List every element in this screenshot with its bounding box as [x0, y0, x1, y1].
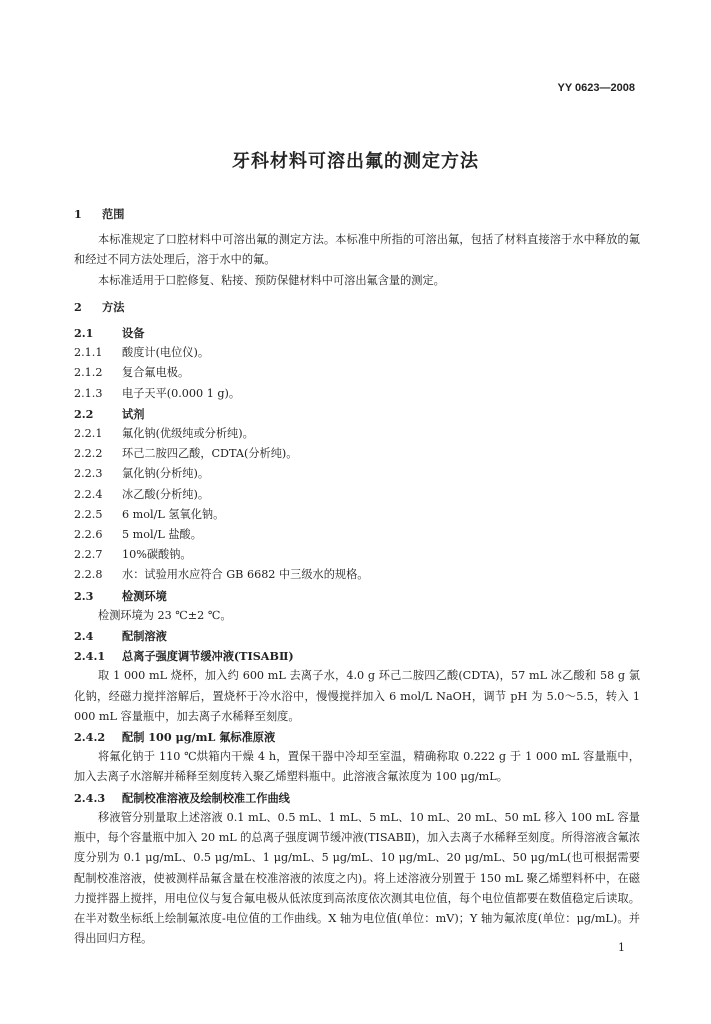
item-number: 2.2.8: [74, 568, 103, 582]
item-text: 氯化钠(分析纯)。: [122, 467, 210, 481]
section-1-heading: [74, 204, 640, 224]
paragraph: 移液管分别量取上述溶液 0.1 mL、0.5 mL、1 mL、5 mL、10 mL、20 mL、50 mL 移入 100 mL 容量瓶中，每个容量瓶中加入 20 mL 的总离子强度调节缓冲液(TISABⅡ)，加入去离子水稀释至刻度。所得溶液含氟浓度分别为 0.1 μg/mL、0.5 μg/mL、1 μg/mL、5 μg/mL、10 μg/mL、20 μg/mL、50 μg/mL(也可根据需要配制校准溶液，使被测样品氟含量在校准溶液的浓度之内)。将上述溶液分别置于 150 mL 聚乙烯塑料杯中，在磁力搅拌器上搅拌，用电位仪与复合氟电极从低浓度到高浓度依次测其电位值，每个电位值都要在数值稳定后读取。在半对数坐标纸上绘制氟浓度-电位值的工作曲线。X 轴为电位值(单位：mV)；Y 轴为氟浓度(单位：μg/mL)。并得出回归方程。: [74, 810, 640, 946]
subsection-2-1-heading: [74, 323, 640, 343]
list-item: [74, 424, 640, 444]
section-number: 2.3: [74, 588, 94, 603]
section-number: 2.4.3: [74, 790, 106, 805]
list-item: [74, 505, 640, 525]
document-title: 牙科材料可溶出氟的测定方法: [232, 151, 479, 172]
item-number: 2.2.1: [74, 427, 103, 441]
section-title: 配制 100 μg/mL 氟标准原液: [122, 730, 276, 745]
section-title: 方法: [102, 299, 125, 314]
section-number: 2: [74, 299, 82, 314]
item-text: 环己二胺四乙酸，CDTA(分析纯)。: [122, 447, 298, 461]
item-number: 2.2.3: [74, 467, 103, 481]
section-number: 2.2: [74, 406, 94, 421]
list-item: [74, 565, 640, 585]
paragraph: 本标准规定了口腔材料中可溶出氟的测定方法。本标准中所指的可溶出氟，包括了材料直接溶于水中释放的氟和经过不同方法处理后，溶于水中的氟。: [74, 233, 640, 267]
subsection-2-2-heading: [74, 404, 640, 424]
list-item: [74, 525, 640, 545]
item-text: 水：试验用水应符合 GB 6682 中三级水的规格。: [122, 568, 369, 582]
list-item: [74, 343, 640, 363]
item-text: 氟化钠(优级纯或分析纯)。: [122, 427, 254, 441]
item-number: 2.2.7: [74, 548, 103, 562]
item-text: 10%碳酸钠。: [122, 548, 192, 562]
item-number: 2.2.6: [74, 528, 103, 542]
list-item: [74, 485, 640, 505]
subsection-2-4-3-heading: [74, 788, 640, 808]
paragraph: 将氟化钠于 110 ℃烘箱内干燥 4 h，置保干器中冷却至室温，精确称取 0.222 g 于 1 000 mL 容量瓶中，加入去离子水溶解并稀释至刻度转入聚乙烯塑料瓶中。此溶液含氟浓度为 100 μg/mL。: [74, 750, 640, 784]
section-title: 检测环境: [122, 588, 167, 603]
item-number: 2.1.3: [74, 386, 103, 400]
standard-code: YY 0623—2008: [557, 82, 635, 94]
item-text: 酸度计(电位仪)。: [122, 346, 210, 360]
item-number: 2.1.2: [74, 366, 103, 380]
subsection-2-4-1-heading: [74, 646, 640, 666]
item-text: 电子天平(0.000 1 g)。: [122, 386, 241, 400]
section-title: 总离子强度调节缓冲液(TISABⅡ): [122, 649, 294, 664]
item-number: 2.2.2: [74, 447, 103, 461]
section-number: 2.4.2: [74, 730, 106, 745]
section-title: 范围: [102, 207, 125, 221]
subsection-2-3-heading: [74, 586, 640, 606]
item-text: 冰乙酸(分析纯)。: [122, 487, 210, 501]
list-item: [74, 464, 640, 484]
section-number: 2.1: [74, 326, 94, 341]
section-number: 2.4.1: [74, 649, 106, 664]
section-title: 配制校准溶液及绘制校准工作曲线: [122, 790, 290, 805]
item-number: 2.1.1: [74, 346, 103, 360]
item-text: 5 mol/L 盐酸。: [122, 528, 202, 542]
document-body: [74, 204, 640, 949]
item-text: 复合氟电极。: [122, 366, 190, 380]
list-item: [74, 545, 640, 565]
list-item: [74, 384, 640, 404]
page-number: 1: [618, 941, 625, 954]
paragraph: 检测环境为 23 ℃±2 ℃。: [98, 608, 232, 622]
item-number: 2.2.4: [74, 487, 103, 501]
section-number: 2.4: [74, 629, 94, 644]
section-title: 设备: [122, 326, 145, 341]
section-number: 1: [74, 207, 82, 221]
list-item: [74, 363, 640, 383]
section-2-heading: [74, 297, 640, 317]
section-title: 配制溶液: [122, 629, 167, 644]
paragraph: 取 1 000 mL 烧杯，加入约 600 mL 去离子水，4.0 g 环己二胺四乙酸(CDTA)，57 mL 冰乙酸和 58 g 氯化钠，经磁力搅拌溶解后，置烧杯于冷水浴中，慢慢搅拌加入 6 mol/L NaOH，调节 pH 为 5.0～5.5，转入 1 000 mL 容量瓶中，加去离子水稀释至刻度。: [74, 669, 640, 723]
subsection-2-4-heading: [74, 626, 640, 646]
list-item: [74, 444, 640, 464]
subsection-2-4-2-heading: [74, 727, 640, 747]
item-number: 2.2.5: [74, 507, 103, 521]
paragraph: 本标准适用于口腔修复、粘接、预防保健材料中可溶出氟含量的测定。: [98, 273, 445, 287]
item-text: 6 mol/L 氢氧化钠。: [122, 507, 225, 521]
section-title: 试剂: [122, 406, 145, 421]
